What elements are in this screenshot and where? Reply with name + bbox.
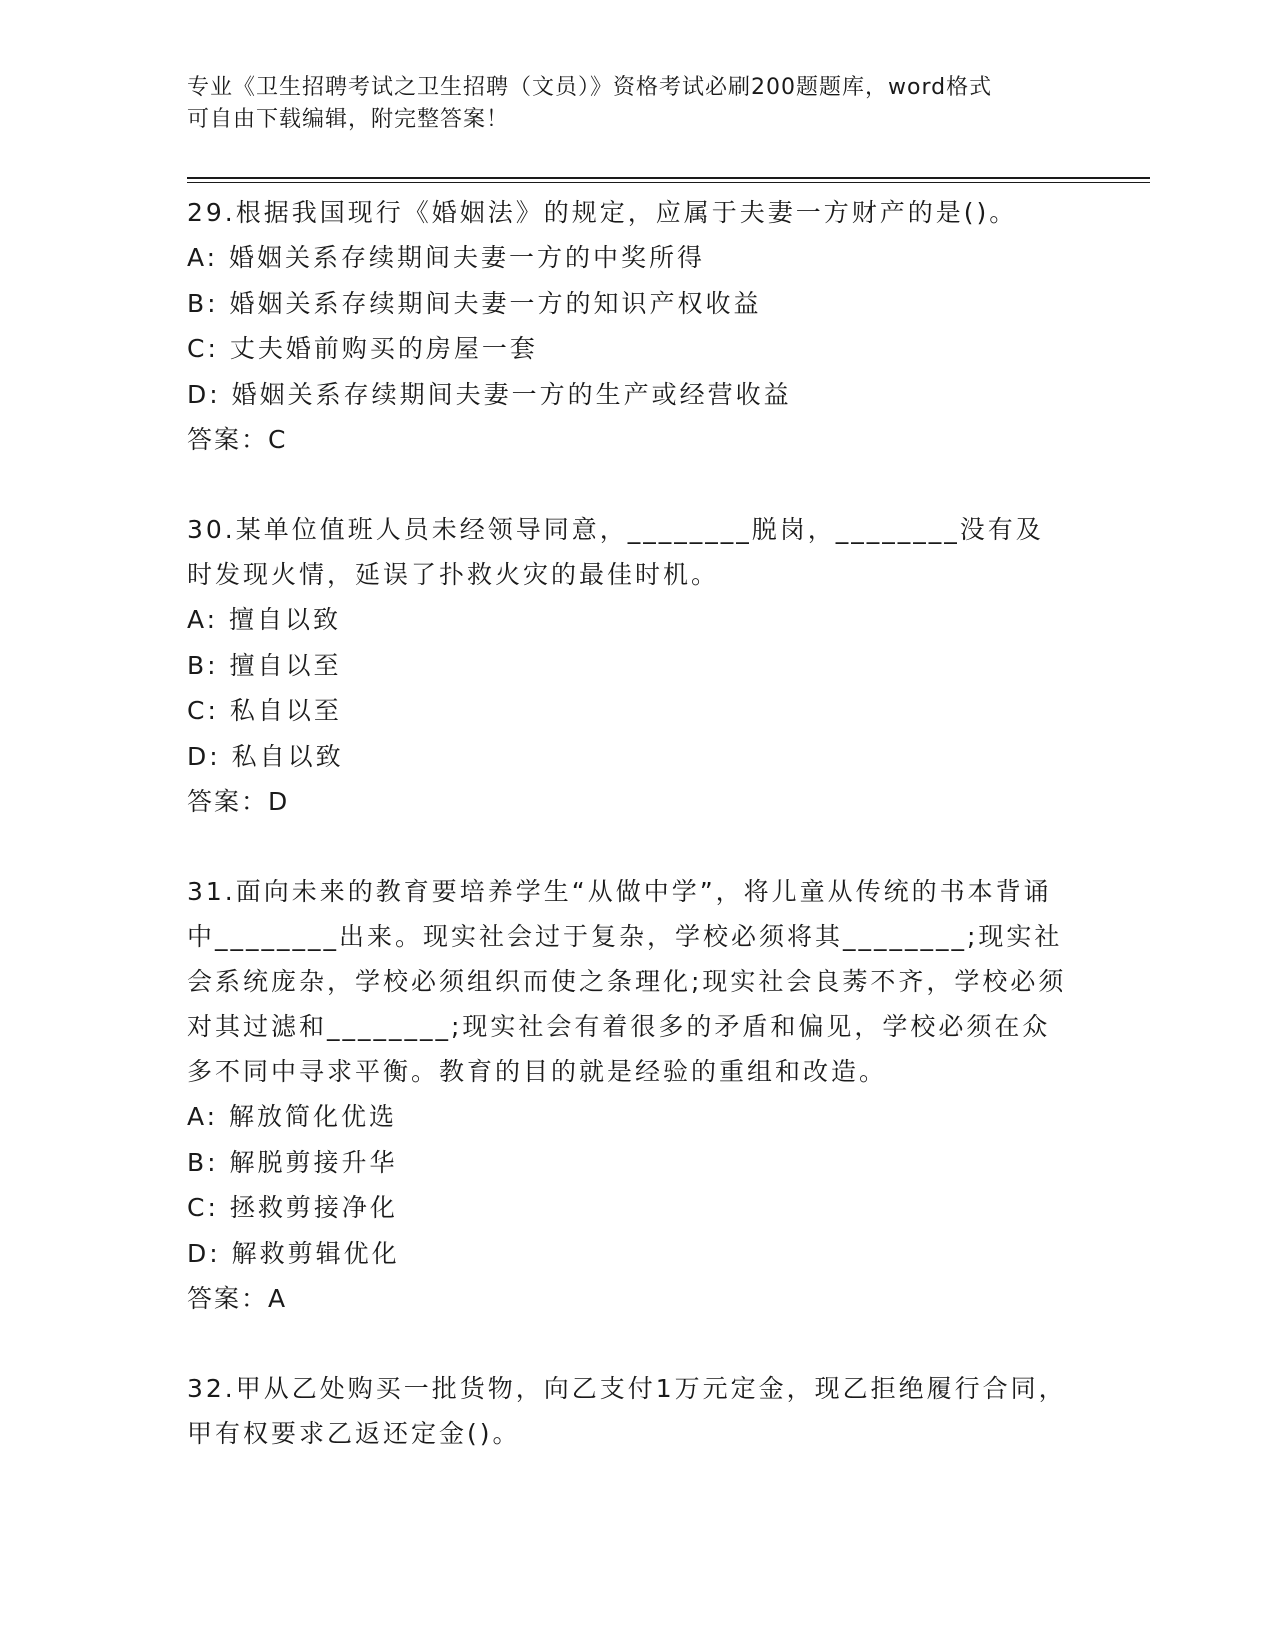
- option-a: A: 擅自以致: [187, 605, 342, 634]
- question-30: [187, 507, 1067, 824]
- header-line-2: 可自由下载编辑，附完整答案！: [187, 107, 510, 132]
- answer-value: C: [268, 425, 286, 454]
- document-header: [187, 72, 1087, 136]
- question-32: [187, 1366, 1067, 1456]
- answer-line: [187, 1276, 1067, 1321]
- header-divider-thin: [187, 182, 1150, 183]
- answer-value: D: [268, 787, 288, 816]
- answer-label: 答案：: [187, 787, 269, 816]
- header-divider-thick: [187, 177, 1150, 179]
- option-d: D: 婚姻关系存续期间夫妻一方的生产或经营收益: [187, 379, 792, 409]
- option-d: D: 私自以致: [187, 741, 344, 771]
- question-29: [187, 190, 1067, 462]
- option-b: B: 擅自以至: [187, 650, 342, 680]
- question-31: [187, 869, 1067, 1321]
- question-stem: 32.甲从乙处购买一批货物，向乙支付1万元定金，现乙拒绝履行合同，甲有权要求乙返还定金()。: [187, 1374, 1067, 1448]
- option-a: A: 婚姻关系存续期间夫妻一方的中奖所得: [187, 243, 706, 272]
- question-spacer: [187, 462, 1067, 507]
- question-stem: 30.某单位值班人员未经领导同意，________脱岗，________没有及时发现火情，延误了扑救火灾的最佳时机。: [187, 515, 1044, 589]
- option-c: C: 拯救剪接净化: [187, 1193, 398, 1222]
- option-b: B: 婚姻关系存续期间夫妻一方的知识产权收益: [187, 288, 762, 318]
- question-stem: 29.根据我国现行《婚姻法》的规定，应属于夫妻一方财产的是()。: [187, 198, 1018, 227]
- question-list: [187, 190, 1067, 1456]
- answer-label: 答案：: [187, 1284, 269, 1313]
- answer-line: [187, 417, 1067, 462]
- answer-value: A: [268, 1284, 286, 1313]
- option-c: C: 丈夫婚前购买的房屋一套: [187, 334, 538, 363]
- option-d: D: 解救剪辑优化: [187, 1238, 400, 1268]
- question-stem: 31.面向未来的教育要培养学生“从做中学”，将儿童从传统的书本背诵中________出来。现实社会过于复杂，学校必须将其________;现实社会系统庞杂，学校必须组织而使之条理化;现实社会良莠不齐，学校必须对其过滤和________;现实社会有着很多的矛盾和偏见，学校必须在众多不同中寻求平衡。教育的目的就是经验的重组和改造。: [187, 877, 1067, 1086]
- option-a: A: 解放简化优选: [187, 1102, 398, 1131]
- question-spacer: [187, 1321, 1067, 1366]
- option-b: B: 解脱剪接升华: [187, 1147, 398, 1177]
- answer-line: [187, 779, 1067, 824]
- option-c: C: 私自以至: [187, 696, 342, 725]
- question-spacer: [187, 824, 1067, 869]
- answer-label: 答案：: [187, 425, 269, 454]
- header-line-1: 专业《卫生招聘考试之卫生招聘（文员）》资格考试必刷200题题库，word格式: [187, 75, 993, 100]
